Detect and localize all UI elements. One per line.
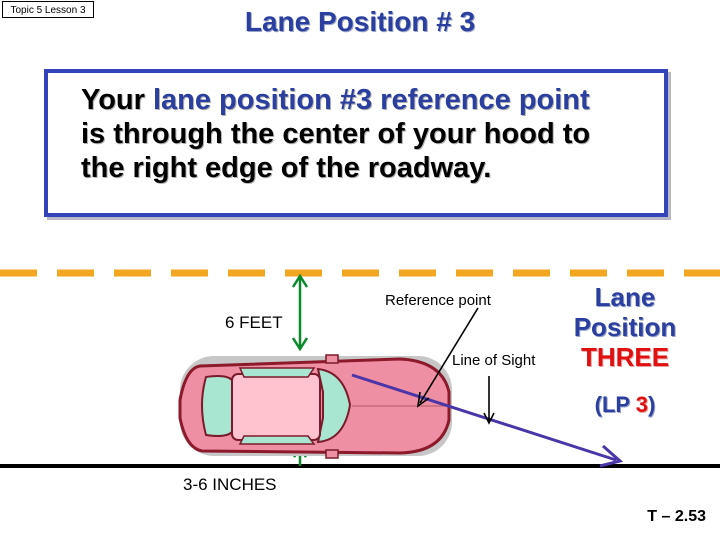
lane-position-word-3: THREE bbox=[580, 342, 670, 372]
lane-position-word-2: Position bbox=[573, 312, 677, 342]
six-feet-label: 6 FEET bbox=[225, 313, 283, 332]
topic-tag: Topic 5 Lesson 3 bbox=[2, 1, 94, 18]
callout-highlight: lane position #3 reference point bbox=[152, 84, 590, 116]
callout-line-2: is through the center of your hood to bbox=[81, 118, 591, 150]
slide-number: T – 2.53 bbox=[647, 508, 706, 525]
line-of-sight-pointer bbox=[484, 376, 494, 423]
callout-line-3: the right edge of the roadway. bbox=[81, 152, 492, 184]
car-top-view bbox=[180, 355, 452, 458]
three-six-inches-label: 3-6 INCHES bbox=[183, 475, 277, 494]
lane-position-heading bbox=[560, 282, 690, 372]
six-feet-arrow bbox=[293, 276, 307, 349]
line-of-sight-label: Line of Sight bbox=[452, 352, 536, 369]
abbr-number: 3 bbox=[635, 392, 649, 417]
reference-point-label: Reference point bbox=[385, 292, 491, 309]
callout-prefix: Your bbox=[81, 84, 153, 116]
abbr-open: (LP bbox=[594, 392, 636, 417]
abbr-close: ) bbox=[648, 392, 656, 417]
lane-position-word-1: Lane bbox=[594, 282, 656, 312]
lane-position-abbreviation bbox=[560, 392, 690, 418]
slide-title: Lane Position # 3 bbox=[244, 6, 476, 37]
